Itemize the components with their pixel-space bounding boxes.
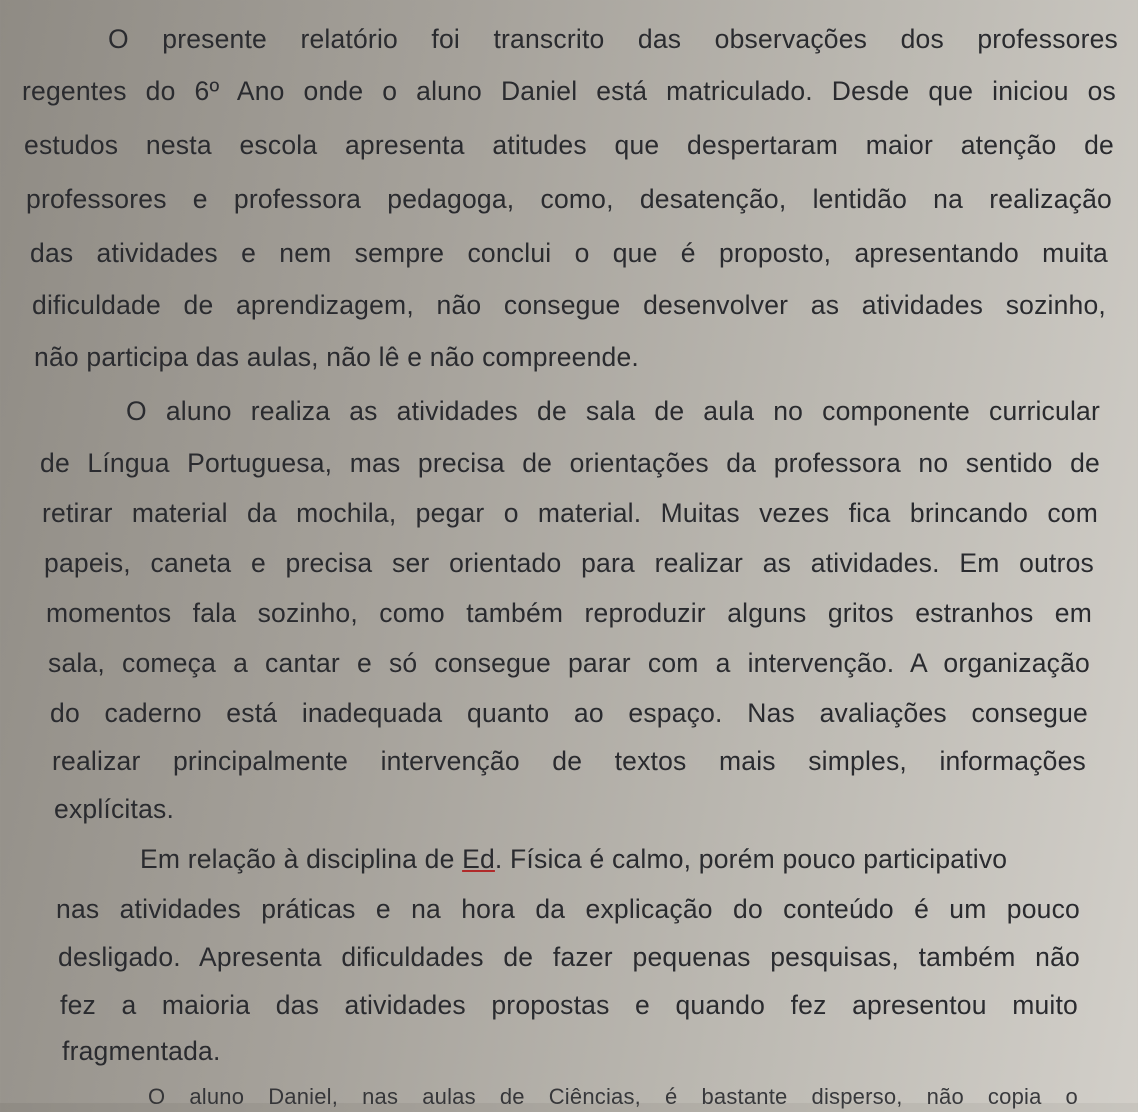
text-line: professores e professora pedagoga, como, desatenção, lentidão na realização: [26, 184, 1112, 214]
text-line: das atividades e nem sempre conclui o que é proposto, apresentando muita: [30, 238, 1108, 268]
text-segment: Em relação à disciplina de: [140, 844, 463, 874]
text-line: O presente relatório foi transcrito das observações dos professores: [108, 24, 1118, 54]
text-line: realizar principalmente intervenção de textos mais simples, informações: [52, 746, 1086, 776]
text-line: [140, 844, 1082, 874]
text-line: retirar material da mochila, pegar o material. Muitas vezes fica brincando com: [42, 498, 1098, 528]
text-line: estudos nesta escola apresenta atitudes que despertaram maior atenção de: [24, 130, 1114, 160]
text-line: O aluno realiza as atividades de sala de aula no componente curricular: [126, 396, 1100, 426]
text-line: papeis, caneta e precisa ser orientado para realizar as atividades. Em outros: [44, 548, 1094, 578]
text-line: nas atividades práticas e na hora da explicação do conteúdo é um pouco: [56, 894, 1080, 924]
text-line: do caderno está inadequada quanto ao espaço. Nas avaliações consegue: [50, 698, 1088, 728]
text-line: fragmentada.: [62, 1036, 221, 1066]
text-line: sala, começa a cantar e só consegue parar com a intervenção. A organização: [48, 648, 1090, 678]
text-line: dificuldade de aprendizagem, não consegue desenvolver as atividades sozinho,: [32, 290, 1106, 320]
underlined-word: Ed: [462, 844, 495, 874]
text-line: desligado. Apresenta dificuldades de fazer pequenas pesquisas, também não: [58, 942, 1080, 972]
text-line: momentos fala sozinho, como também reproduzir alguns gritos estranhos em: [46, 598, 1092, 628]
text-line: fez a maioria das atividades propostas e quando fez apresentou muito: [60, 990, 1078, 1020]
text-segment: . Física é calmo, porém pouco participativo: [494, 844, 1008, 874]
text-line: não participa das aulas, não lê e não compreende.: [34, 342, 639, 372]
text-line: regentes do 6º Ano onde o aluno Daniel está matriculado. Desde que iniciou os: [22, 76, 1116, 106]
text-line-partial: O aluno Daniel, nas aulas de Ciências, é bastante disperso, não copia o: [148, 1084, 1078, 1109]
text-line: de Língua Portuguesa, mas precisa de orientações da professora no sentido de: [40, 448, 1100, 478]
text-line: explícitas.: [54, 794, 175, 824]
